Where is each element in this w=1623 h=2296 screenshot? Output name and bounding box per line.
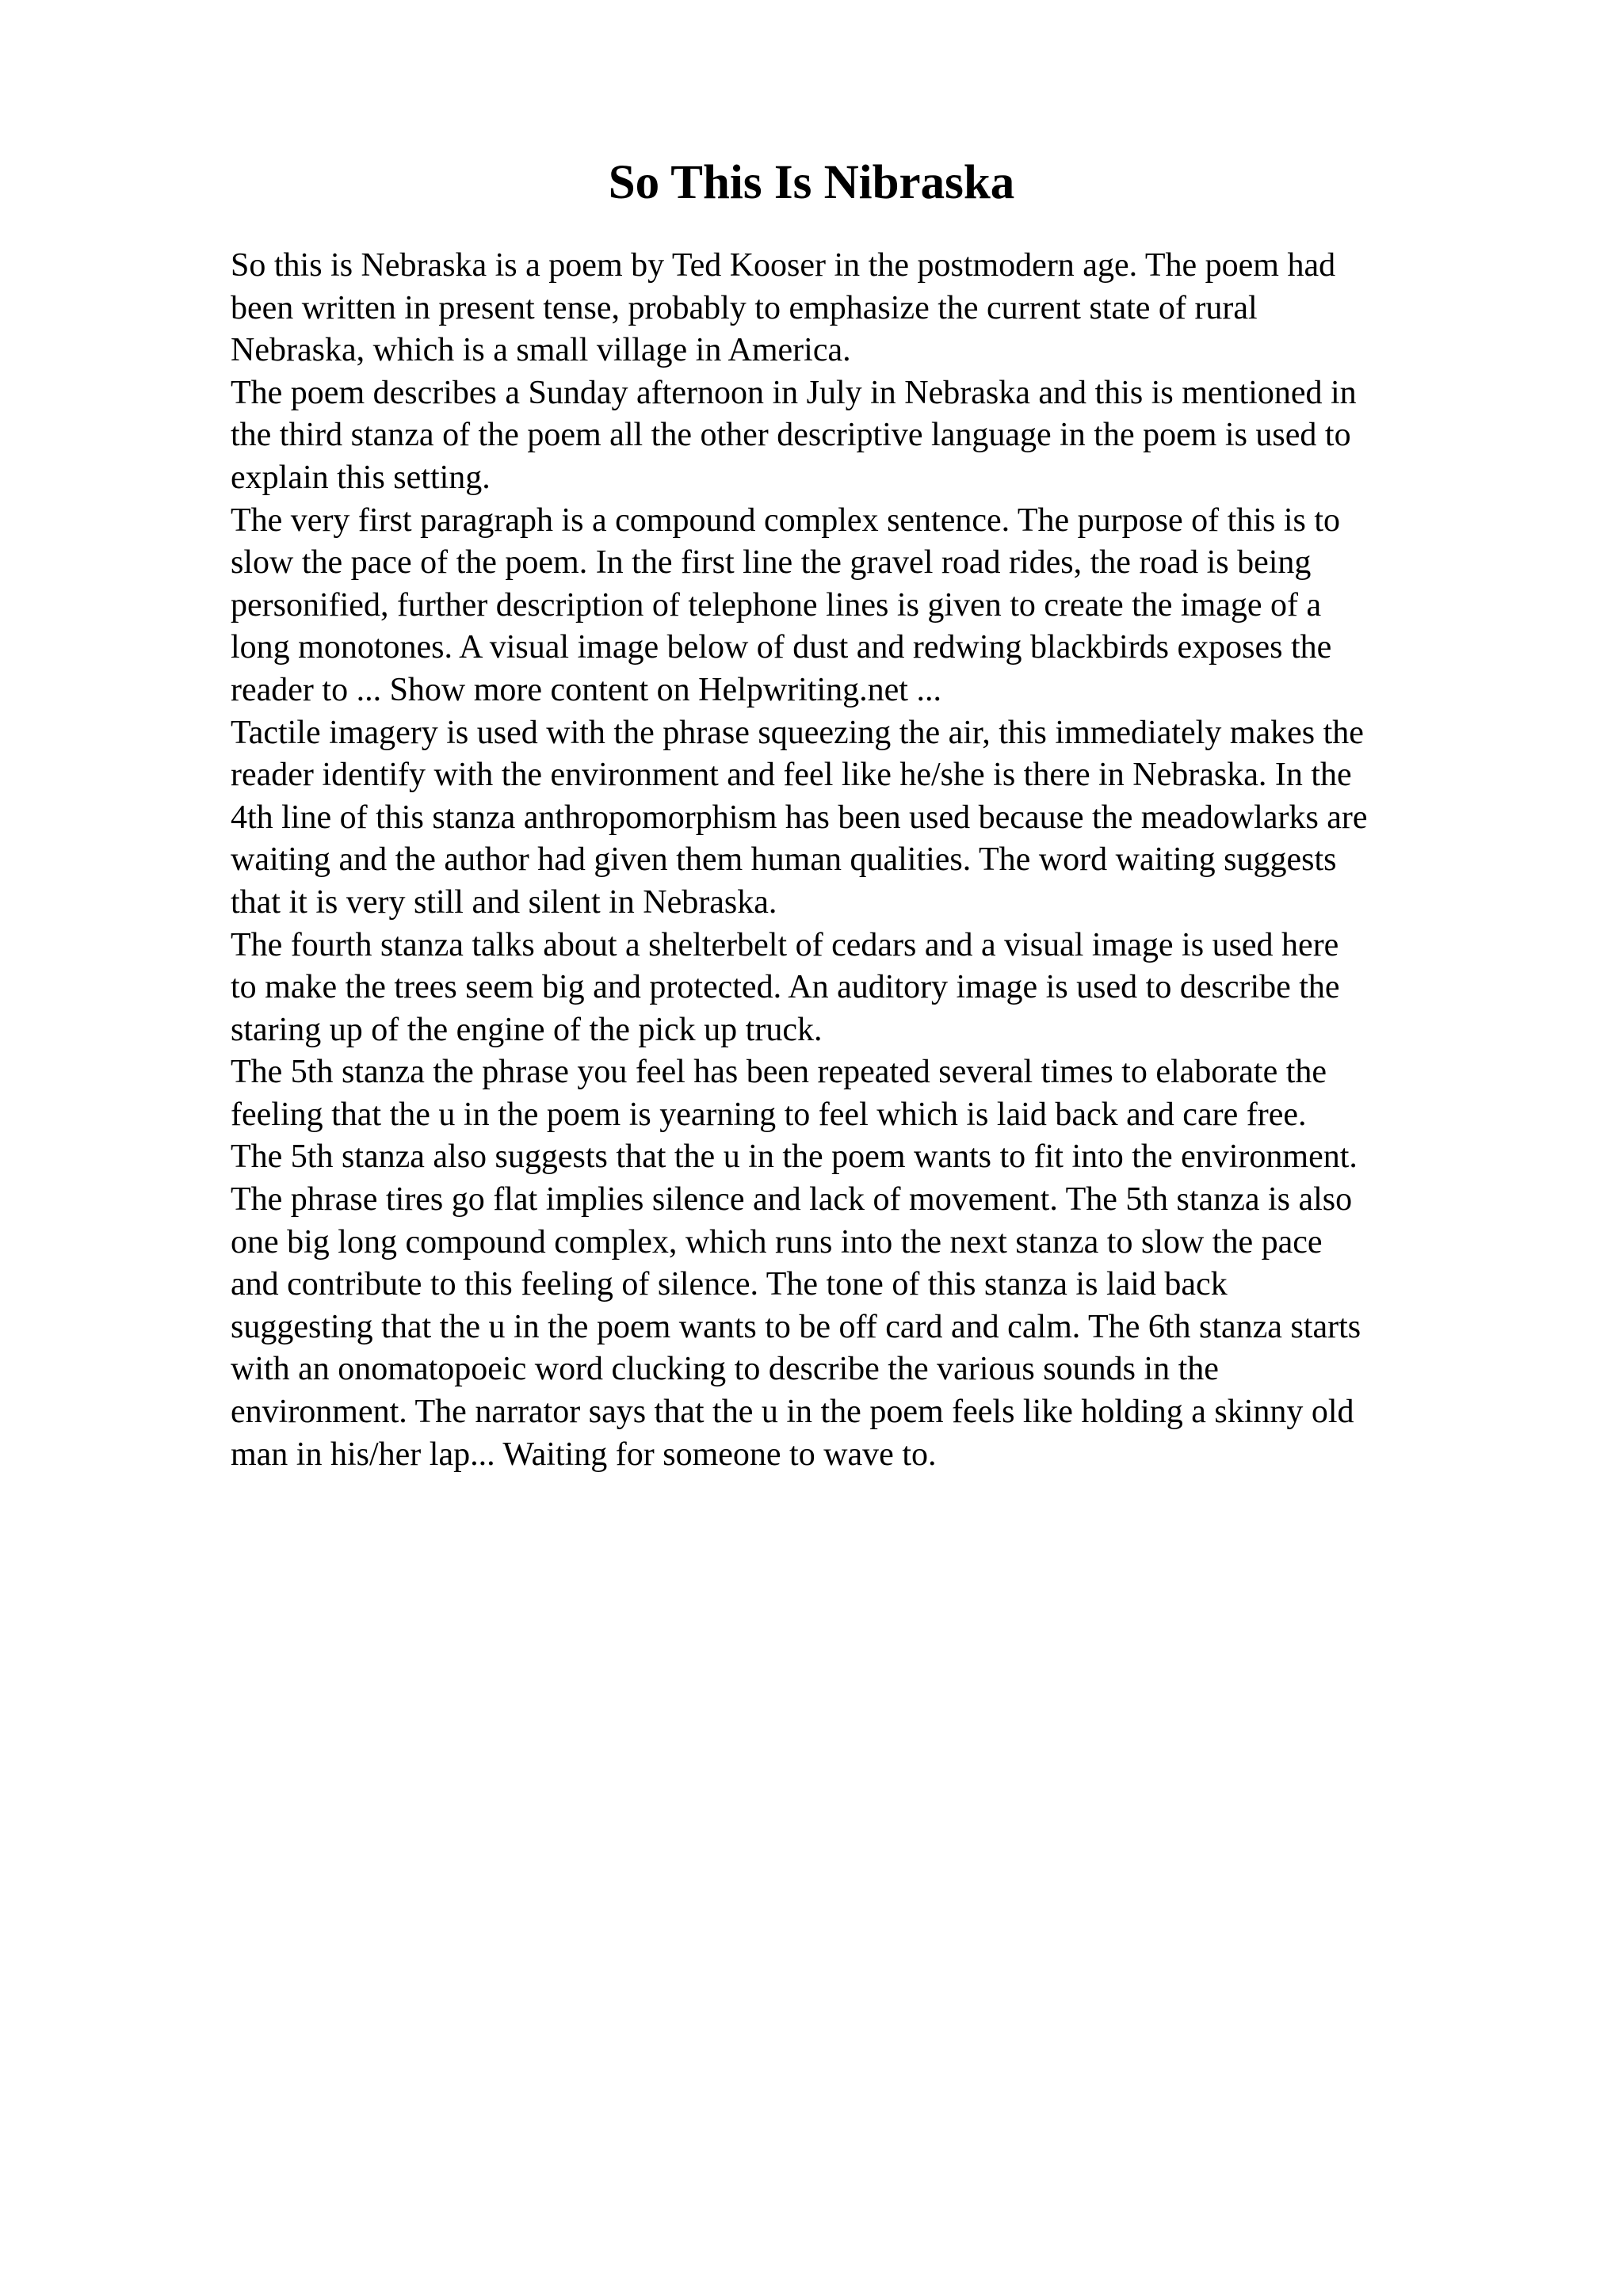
text-line: So this is Nebraska is a poem by Ted Kooser in the postmodern age. The poem had: [231, 247, 1336, 284]
text-line: suggesting that the u in the poem wants to be off card and calm. The 6th stanza starts: [231, 1308, 1361, 1345]
text-line: explain this setting.: [231, 459, 491, 496]
text-line: waiting and the author had given them human qualities. The word waiting suggests: [231, 841, 1337, 879]
text-line: reader to ... Show more content on Helpwriting.net ...: [231, 671, 941, 708]
text-line: staring up of the engine of the pick up truck.: [231, 1011, 823, 1048]
text-line: man in his/her lap... Waiting for someone to wave to.: [231, 1436, 937, 1473]
text-line: Tactile imagery is used with the phrase squeezing the air, this immediately makes the: [231, 714, 1364, 751]
text-line: and contribute to this feeling of silence. The tone of this stanza is laid back: [231, 1266, 1228, 1303]
text-line: 4th line of this stanza anthropomorphism has been used because the meadowlarks are: [231, 799, 1368, 836]
text-line: The 5th stanza the phrase you feel has been repeated several times to elaborate the: [231, 1054, 1327, 1091]
text-line: Nebraska, which is a small village in America.: [231, 332, 851, 369]
text-line: The fourth stanza talks about a shelterbelt of cedars and a visual image is used here: [231, 926, 1339, 963]
document-body: [231, 245, 1530, 1476]
text-line: slow the pace of the poem. In the first line the gravel road rides, the road is being: [231, 544, 1312, 582]
text-line: The phrase tires go flat implies silence and lack of movement. The 5th stanza is also: [231, 1181, 1353, 1219]
text-line: to make the trees seem big and protected. An auditory image is used to describe the: [231, 969, 1340, 1006]
text-line: that it is very still and silent in Nebraska.: [231, 883, 777, 921]
text-line: reader identify with the environment and feel like he/she is there in Nebraska. In the: [231, 757, 1352, 794]
text-line: been written in present tense, probably to emphasize the current state of rural: [231, 289, 1258, 326]
document-title: So This Is Nibraska: [608, 156, 1015, 209]
text-line: environment. The narrator says that the u in the poem feels like holding a skinny old: [231, 1394, 1354, 1431]
text-line: personified, further description of telephone lines is given to create the image of a: [231, 586, 1322, 624]
text-line: feeling that the u in the poem is yearning to feel which is laid back and care free.: [231, 1096, 1307, 1133]
text-line: the third stanza of the poem all the other descriptive language in the poem is used to: [231, 417, 1351, 454]
text-line: one big long compound complex, which runs into the next stanza to slow the pace: [231, 1223, 1323, 1261]
text-line: The very first paragraph is a compound complex sentence. The purpose of this is to: [231, 502, 1341, 539]
text-line: The 5th stanza also suggests that the u in the poem wants to fit into the environment.: [231, 1138, 1358, 1176]
text-line: with an onomatopoeic word clucking to describe the various sounds in the: [231, 1351, 1219, 1388]
text-line: The poem describes a Sunday afternoon in July in Nebraska and this is mentioned in: [231, 374, 1357, 411]
text-line: long monotones. A visual image below of dust and redwing blackbirds exposes the: [231, 629, 1332, 666]
